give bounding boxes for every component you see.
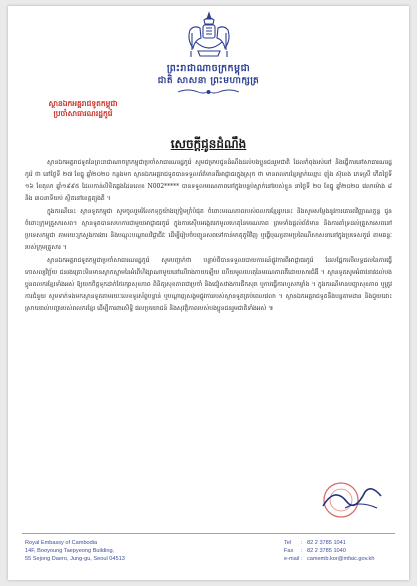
country-name: ព្រះរាជាណាចក្រកម្ពុជា (166, 63, 251, 74)
footer-contacts (284, 539, 374, 563)
contact-value: 82 2 3785 1041 (307, 540, 346, 546)
contact-row-fax: Fax : 82 2 3785 1040 (284, 548, 346, 554)
document-page (8, 6, 409, 580)
contact-label: e-mail (284, 556, 300, 562)
address-line: Royal Embassy of Cambodia (25, 540, 98, 546)
contact-label: Fax (284, 548, 294, 554)
contact-value: camemb.kor@mfaic.gov.kh (307, 556, 375, 562)
address-line: 55 Sejong Daero, Jung-gu, Seoul 04513 (25, 556, 125, 562)
footer-divider (22, 533, 395, 534)
address-line: 14F, Booyoung Taepyeong Building, (25, 548, 115, 554)
official-seal-and-signature-icon (315, 478, 387, 522)
contact-row-email: e-mail : camemb.kor@mfaic.gov.kh (284, 556, 375, 562)
sender-embassy-line-2: ប្រចាំសាធារណរដ្ឋកូរ៉េ (53, 109, 113, 118)
body-paragraph: ស្ថានឯកអគ្គរាជទូតកម្ពុជាប្រចាំសាធារណរដ្ឋកូរ៉េ សូមបញ្ជាក់ថា បន្ទាប់ពីបានទទួលរបាយការណ៍ផ្លូវការពីអាជ្ញាធរកូរ៉េ ដែលផ្អែកលើលទ្ធផលនៃការធ្វើកោសល្យវិច្ឆ័យ ជនរងគ្រោះមិនមានស្លាកស្នាមនៃអំពើហិង្សាណាមួយនៅលើរាងកាយឡើយ ហើយមូលហេតុនៃមរណភាពគឺដោយសារជំងឺ ។ ស្ថានទូតសូមអំពាវនាវដល់បងប្អូនពលករខ្មែរទាំងអស់ ឱ្យយកចិត្តទុកដាក់ថែរក្សាសុខភាព ពិនិត្យសុខភាពជាប្រចាំ និងជៀសវាងការផឹកសុរា ឬការធ្វើការហួសកម្លាំង ។ ក្នុងករណីមានបញ្ហាសុខភាព ឬត្រូវការជំនួយ សូមទាក់ទងមកស្ថានទូតតាមរយៈលេខទូរស័ព្ទបន្ទាន់ ឬបណ្ដាញសង្គមផ្លូវការរបស់ស្ថានទូតគ្រប់ពេលវេលា ។ ស្ថានឯកអគ្គរាជទូតនឹងបន្តតាមដាន និងជួយដោះស្រាយរាល់បញ្ហារបស់ពលករខ្មែរ ដើម្បីការពារសិទ្ធិ ផលប្រយោជន៍ និងសុវត្ថិភាពរបស់បងប្អូនជនរួមជាតិទាំងអស់ ៕ (25, 257, 392, 312)
contact-row-tel: Tel : 82 2 3785 1041 (284, 540, 346, 546)
document-title: សេចក្ដីជូនដំណឹង (170, 137, 247, 151)
contact-value: 82 2 3785 1040 (307, 548, 346, 554)
contact-label: Tel (284, 540, 292, 546)
sender-embassy-line-1: ស្ថានឯកអគ្គរាជទូតកម្ពុជា (48, 99, 118, 108)
body-paragraph: ស្ថានឯកអគ្គរាជទូតនៃព្រះរាជាណាចក្រកម្ពុជាប្រចាំសាធារណរដ្ឋកូរ៉េ សូមជម្រាបជូនដំណឹងដល់បងប្អូនជនរួមជាតិ ដែលកំពុងរស់នៅ និងធ្វើការនៅសាធារណរដ្ឋកូរ៉េ ថា នៅថ្ងៃទី ២៧ ខែធ្នូ ឆ្នាំ២០២០ កន្លងមក ស្ថានឯកអគ្គរាជទូតបានទទួលព័ត៌មានពីអាជ្ញាធរក្នុងស្រុក ថា មានពលករខ្មែរម្នាក់ឈ្មោះ ញ៉ុង ស៊ុខេង ភេទស្រី កើតថ្ងៃទី ១៦ ខែតុលា ឆ្នាំ១៩៩៥ ដែលកាន់លិខិតឆ្លងដែនលេខ N002***** បានទទួលមរណភាពនៅក្នុងបន្ទប់ស្នាក់នៅរបស់ខ្លួន នាថ្ងៃទី ២០ ខែធ្នូ ឆ្នាំ២០២០ វេលាម៉ោង ៨ និង ៣០នាទីយប់ ស្ថិតនៅខេត្តគ្យុងគី ។ (25, 159, 392, 202)
royal-arms-of-cambodia-icon (182, 10, 236, 60)
national-motto: ជាតិ សាសនា ព្រះមហាក្សត្រ (157, 76, 260, 86)
document-body (25, 157, 392, 316)
body-paragraph: ក្នុងករណីនេះ ស្ថានទូតកម្ពុជា សូមចូលរួមរំលែកទុក្ខយ៉ាងក្រៀមក្រំបំផុត ចំពោះមរណភាពរបស់ពលករខ្មែររូបនេះ និងសូមសម្ដែងនូវការគោរពវិញ្ញាណក្ខន្ធ ជូនចំពោះក្រុមគ្រួសារសព។ ស្ថានទូតបានសហការជាមួយអាជ្ញាធរកូរ៉េ ក្នុងការស៊ើបអង្កេតរកមូលហេតុនៃមរណភាព ព្រមទាំងផ្ដល់ព័ត៌មាន និងការគាំទ្រដល់គ្រួសារសពនៅប្រទេសកម្ពុជា តាមរយៈក្រសួងការងារ និងបណ្ដុះបណ្ដាលវិជ្ជាជីវៈ ដើម្បីរៀបចំបញ្ជូនសពទៅកាន់មាតុភូមិវិញ ឬធ្វើបុណ្យតាមប្រពៃណីសាសនានៅក្នុងប្រទេសកូរ៉េ តាមឆន្ទៈរបស់ក្រុមគ្រួសារ ។ (25, 208, 392, 251)
footer-address (25, 539, 125, 563)
tacteing-ornament-icon (176, 88, 241, 96)
